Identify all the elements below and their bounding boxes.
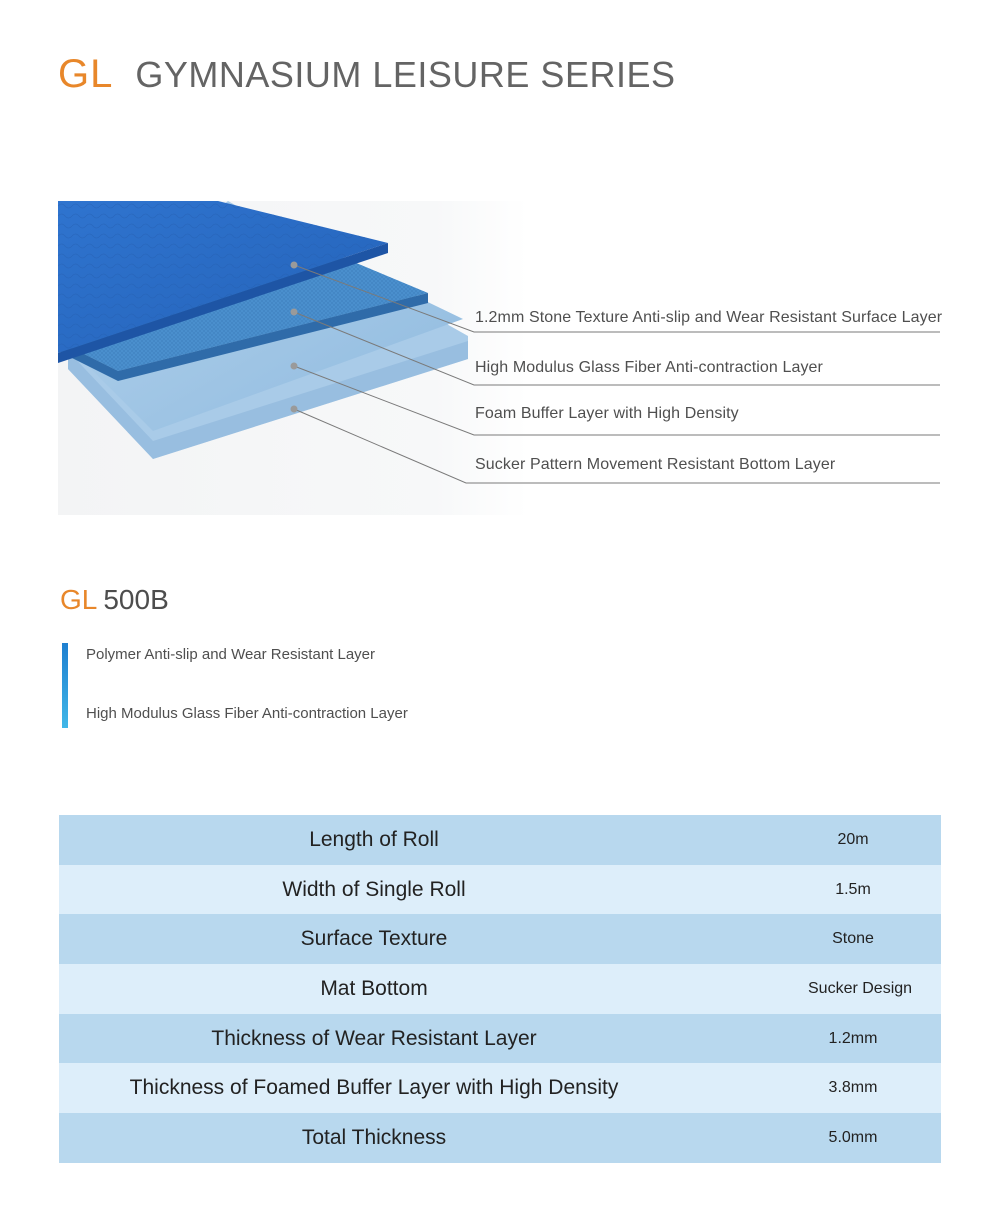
- spec-value: 5.0mm: [828, 1128, 878, 1146]
- spec-value: 20m: [837, 830, 869, 848]
- table-row: [59, 815, 941, 865]
- table-row: [59, 1014, 941, 1064]
- spec-name: Surface Texture: [300, 927, 448, 951]
- spec-name: Width of Single Roll: [282, 877, 466, 901]
- spec-table: [59, 815, 941, 1163]
- model-sub-layer: Polymer Anti-slip and Wear Resistant Layer: [86, 646, 376, 663]
- spec-name: Thickness of Wear Resistant Layer: [211, 1026, 537, 1050]
- table-row: [59, 1063, 941, 1113]
- spec-name: Total Thickness: [301, 1125, 447, 1149]
- layer-label-fiber: High Modulus Glass Fiber Anti-contraction Layer: [475, 359, 823, 376]
- series-title: GYMNASIUM LEISURE SERIES: [135, 54, 676, 95]
- model-sub-layer: High Modulus Glass Fiber Anti-contraction Layer: [86, 705, 408, 722]
- model-brand: GL: [60, 584, 98, 615]
- spec-name: Length of Roll: [309, 827, 439, 851]
- table-row: [59, 964, 941, 1014]
- brand-logo-text: GL: [58, 52, 114, 96]
- spec-value: Sucker Design: [808, 979, 913, 997]
- layer-label-foam: Foam Buffer Layer with High Density: [475, 405, 739, 422]
- table-row: [59, 1113, 941, 1163]
- layer-diagram: [58, 201, 528, 515]
- table-row: [59, 914, 941, 964]
- model-title: [60, 584, 169, 616]
- spec-value: 1.5m: [835, 880, 871, 898]
- spec-value: 3.8mm: [828, 1079, 878, 1097]
- layer-label-bottom: Sucker Pattern Movement Resistant Bottom Layer: [475, 456, 836, 473]
- accent-bar: [62, 643, 68, 728]
- page-header: [58, 52, 675, 102]
- layer-illustration: [58, 201, 528, 515]
- model-number: 500B: [103, 584, 169, 615]
- spec-value: 1.2mm: [828, 1029, 878, 1047]
- spec-name: Thickness of Foamed Buffer Layer with High Density: [129, 1076, 619, 1100]
- table-row: [59, 865, 941, 915]
- spec-value: Stone: [832, 930, 874, 948]
- spec-name: Mat Bottom: [320, 976, 428, 1000]
- layer-label-surface: 1.2mm Stone Texture Anti-slip and Wear Resistant Surface Layer: [475, 309, 943, 326]
